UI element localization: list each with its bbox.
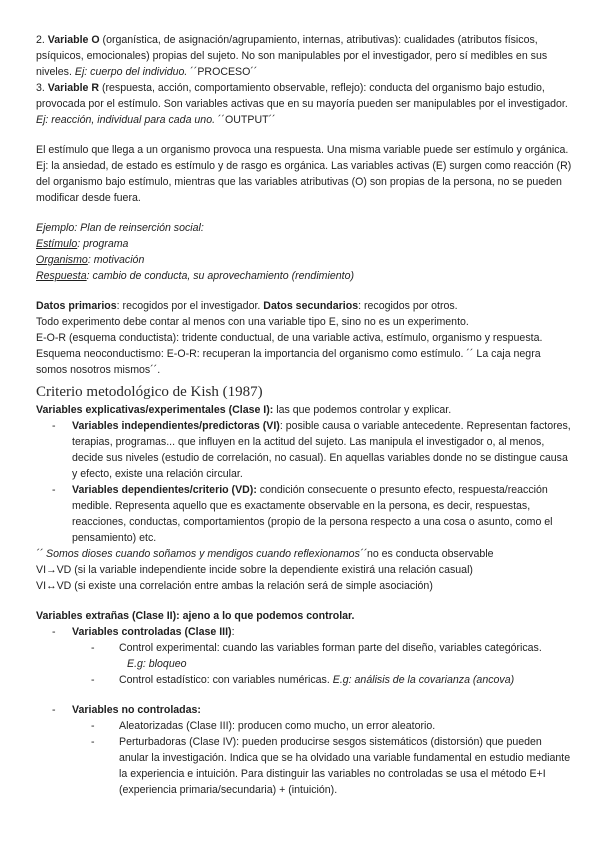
example-text: Ej: reacción, individual para cada uno. bbox=[36, 114, 216, 126]
example-row-respuesta bbox=[36, 268, 572, 284]
paragraph-eor: E-O-R (esquema conductista): tridente conductual, de una variable activa, estímulo, organismo y respuesta. bbox=[36, 332, 543, 344]
relation-causal: VI→VD (si la variable independiente incide sobre la dependiente existirá una relación casual) bbox=[36, 564, 473, 576]
term-clase1: Variables explicativas/experimentales (Clase I): bbox=[36, 404, 274, 416]
list-item-vi bbox=[36, 418, 572, 482]
term-vd: Variables dependientes/criterio (VD): bbox=[72, 484, 257, 496]
colon: : bbox=[231, 626, 235, 638]
bullet-dash: - bbox=[91, 674, 95, 686]
sublist-item-control-experimental bbox=[36, 640, 572, 656]
paragraph-text: : recogidos por el investigador. bbox=[116, 300, 264, 312]
list-number: 2. bbox=[36, 34, 48, 46]
example-text: E.g: análisis de la covarianza (ancova) bbox=[332, 674, 515, 686]
paragraph-text: : recogidos por otros. bbox=[358, 300, 458, 312]
clase1-title bbox=[36, 402, 572, 418]
paragraph-text: (organística, de asignación/agrupamiento, internas, atributivas): cualidades (atributos físicos, psíquicos, emocionales) propias del sujeto. No son manipulables por el investigador, pero sí medibles en sus niveles. bbox=[36, 34, 548, 78]
term-datos-primarios: Datos primarios bbox=[36, 300, 117, 312]
example-term: Respuesta bbox=[36, 270, 87, 282]
section-heading-kish: Criterio metodológico de Kish (1987) bbox=[36, 384, 263, 400]
label-proceso: ´´PROCESO´´ bbox=[187, 66, 258, 78]
clase2-title bbox=[36, 608, 572, 624]
example-value: : motivación bbox=[87, 254, 145, 266]
list-item-text: condición consecuente o presunto efecto, respuesta/reacción medible. Representa aquello que es exactamente observable en la persona, es decir, respuestas, reacciones, conductas, comportamientos (propio de la persona respecto a una cosa o asunto, como el pensamiento) etc. bbox=[72, 484, 553, 544]
paragraph-variable-r bbox=[36, 80, 572, 128]
sublist-item-text: Aleatorizadas (Clase III): producen como mucho, un error aleatorio. bbox=[119, 720, 436, 732]
paragraph-datos bbox=[36, 298, 572, 314]
term-controladas: Variables controladas (Clase III) bbox=[72, 626, 232, 638]
term-datos-secundarios: Datos secundarios bbox=[263, 300, 359, 312]
example-title-text: Ejemplo: Plan de reinserción social: bbox=[36, 222, 204, 234]
sublist-item-control-estadistico bbox=[36, 672, 572, 688]
term-clase2: Variables extrañas (Clase II): ajeno a lo que podemos controlar. bbox=[36, 610, 355, 622]
sublist-item-aleatorizadas bbox=[36, 718, 572, 734]
example-text: E.g: bloqueo bbox=[127, 658, 187, 670]
example-value: : cambio de conducta, su aprovechamiento (rendimiento) bbox=[86, 270, 354, 282]
paragraph-estimulo: El estímulo que llega a un organismo provoca una respuesta. Una misma variable puede ser estímulo y orgánica. Ej: la ansiedad, de estado es estímulo y de rasgo es orgánica. Las variables activas (E) surgen como reacción (R) del organismo bajo estímulo, mientras que las variables atributivas (O) son propias de la persona, no se pueden modificar desde fuera. bbox=[36, 144, 572, 204]
list-number: 3. bbox=[36, 82, 48, 94]
example-bloqueo bbox=[36, 656, 572, 672]
quote-text: ´´ Somos dioses cuando soñamos y mendigos cuando reflexionamos´´ bbox=[36, 548, 367, 560]
term-no-controladas: Variables no controladas: bbox=[72, 704, 201, 716]
quote-line bbox=[36, 546, 572, 562]
bullet-dash: - bbox=[91, 736, 95, 748]
example-row-organismo bbox=[36, 252, 572, 268]
quote-tail: no es conducta observable bbox=[366, 548, 494, 560]
term-variable-r: Variable R bbox=[47, 82, 100, 94]
paragraph-experimento: Todo experimento debe contar al menos con una variable tipo E, sino no es un experimento. bbox=[36, 316, 469, 328]
bullet-dash: - bbox=[91, 720, 95, 732]
sublist-item-text: Control experimental: cuando las variables forman parte del diseño, variables categóricas. bbox=[119, 642, 542, 654]
example-value: : programa bbox=[77, 238, 129, 250]
bullet-dash: - bbox=[52, 484, 56, 496]
paragraph-text: las que podemos controlar y explicar. bbox=[273, 404, 452, 416]
bullet-dash: - bbox=[52, 704, 56, 716]
bullet-dash: - bbox=[91, 642, 95, 654]
label-output: ´´OUTPUT´´ bbox=[215, 114, 276, 126]
list-item-text: : posible causa o variable antecedente. Representan factores, terapias, programas... que influyen en la actitud del sujeto. Las manipula el investigador o, al menos, decide sus niveles (estudio de correlación, no casual). En aquellas variables donde no se distingue causa y efecto, existe una relación circular. bbox=[72, 420, 571, 480]
bullet-dash: - bbox=[52, 420, 56, 432]
list-item-no-controladas bbox=[36, 702, 572, 718]
example-text: Ej: cuerpo del individuo. bbox=[74, 66, 188, 78]
paragraph-variable-o bbox=[36, 32, 572, 80]
term-vi: Variables independientes/predictoras (VI) bbox=[72, 420, 280, 432]
bullet-dash: - bbox=[52, 626, 56, 638]
example-title bbox=[36, 220, 572, 236]
term-variable-o: Variable O bbox=[47, 34, 100, 46]
sublist-item-text: Perturbadoras (Clase IV): pueden producirse sesgos sistemáticos (distorsión) que pueden anular la investigación. Indica que se ha olvidado una variable fundamental en estudio mediante la experiencia e intuición. Para distinguir las variables no controladas se usa el método E+I (experiencia primaria/secundaria) + (intuición). bbox=[119, 736, 571, 796]
sublist-item-text: Control estadístico: con variables numéricas. bbox=[119, 674, 333, 686]
paragraph-text: (respuesta, acción, comportamiento observable, reflejo): conducta del organismo bajo estudio, provocada por el estímulo. Son variables activas que en su mayoría pueden ser manipulables por el investigador. bbox=[36, 82, 568, 110]
paragraph-neoconductismo: Esquema neoconductismo: E-O-R: recuperan la importancia del organismo como estímulo. ´´ La caja negra somos nosotros mismos´´. bbox=[36, 348, 541, 376]
list-item-controladas bbox=[36, 624, 572, 640]
example-term: Organismo bbox=[36, 254, 88, 266]
relation-asociacion: VI↔VD (si existe una correlación entre ambas la relación será de simple asociación) bbox=[36, 580, 433, 592]
example-row-estimulo bbox=[36, 236, 572, 252]
example-term: Estímulo bbox=[36, 238, 78, 250]
list-item-vd bbox=[36, 482, 572, 546]
sublist-item-perturbadoras bbox=[36, 734, 572, 798]
document-page bbox=[36, 32, 572, 798]
